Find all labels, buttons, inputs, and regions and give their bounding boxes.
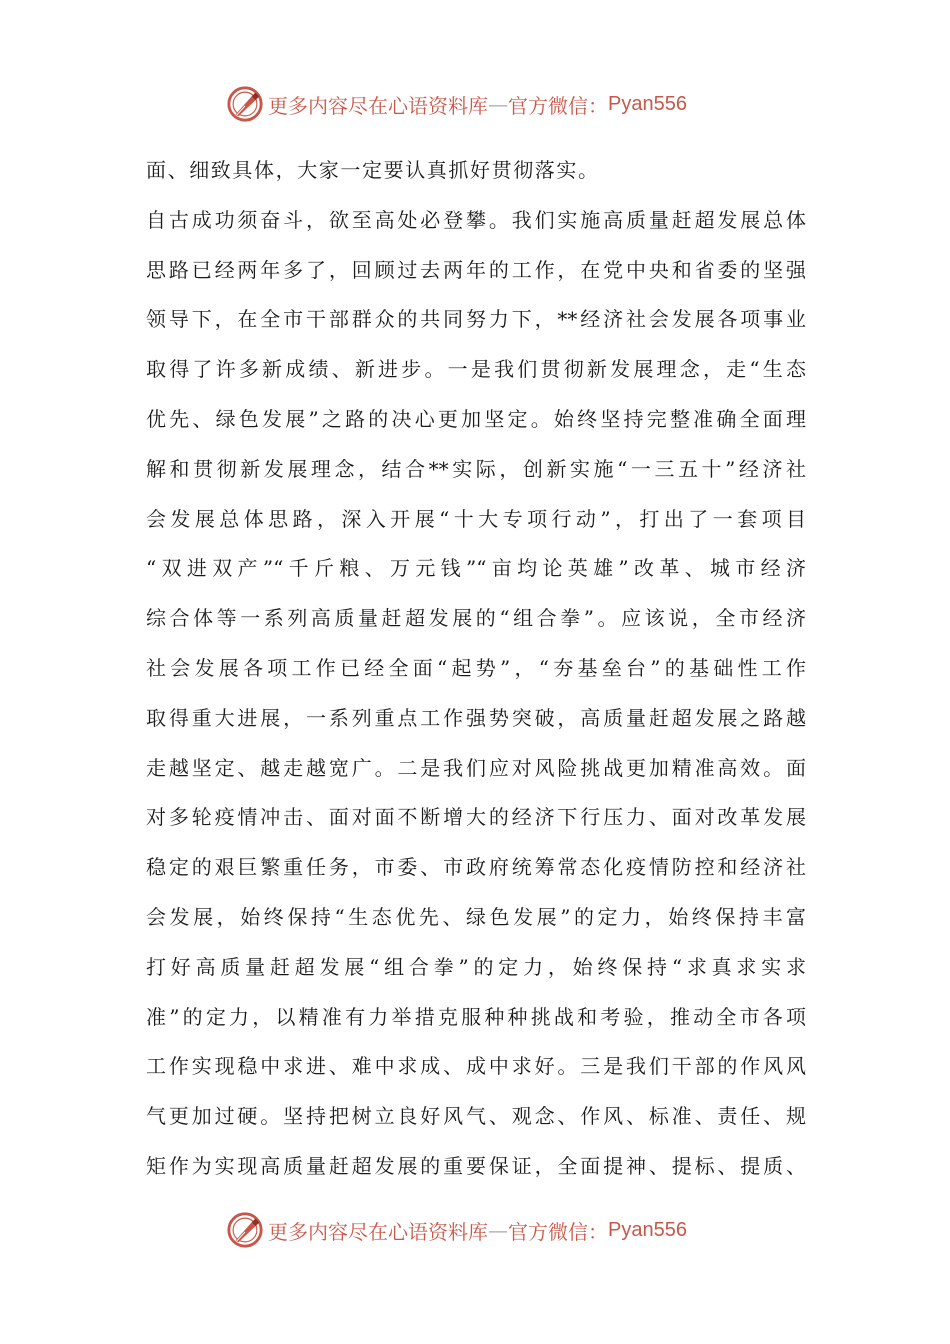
text-line: 思路已经两年多了，回顾过去两年的工作，在党中央和省委的坚强	[146, 257, 806, 282]
text-line: 社会发展各项工作已经全面“起势”，“夯基垒台”的基础性工作	[146, 655, 806, 680]
text-line: 会发展总体思路，深入开展“十大专项行动”，打出了一套项目	[146, 506, 806, 531]
text-line: 自古成功须奋斗，欲至高处必登攀。我们实施高质量赶超发展总体	[146, 207, 806, 232]
text-line: 矩作为实现高质量赶超发展的重要保证，全面提神、提标、提质、	[146, 1153, 806, 1178]
watermark-brand: 更多内容尽在心语资料库	[268, 1219, 488, 1244]
text-line: 领导下，在全市干部群众的共同努力下，**经济社会发展各项事业	[146, 307, 806, 332]
pen-nib-logo-icon	[226, 1211, 264, 1249]
text-line: “双进双产”“千斤粮、万元钱”“亩均论英雄”改革、城市经济	[146, 556, 806, 581]
text-line: 打好高质量赶超发展“组合拳”的定力，始终保持“求真求实求	[146, 954, 806, 979]
text-line: 稳定的艰巨繁重任务，市委、市政府统筹常态化疫情防控和经济社	[146, 855, 806, 880]
watermark-handle: Pyan556	[608, 1218, 687, 1241]
footer-watermark	[226, 1210, 687, 1250]
text-line: 对多轮疫情冲击、面对面不断增大的经济下行压力、面对改革发展	[146, 805, 806, 830]
pen-nib-logo-icon	[226, 85, 264, 123]
watermark-label: 官方微信：	[508, 1219, 608, 1244]
text-line: 工作实现稳中求进、难中求成、成中求好。三是我们干部的作风风	[146, 1054, 806, 1079]
text-line: 取得了许多新成绩、新进步。一是我们贯彻新发展理念，走“生态	[146, 357, 806, 382]
text-line: 解和贯彻新发展理念，结合**实际，创新实施“一三五十”经济社	[146, 456, 806, 481]
text-line: 会发展，始终保持“生态优先、绿色发展”的定力，始终保持丰富	[146, 904, 806, 929]
text-line: 综合体等一系列高质量赶超发展的“组合拳”。应该说，全市经济	[146, 606, 806, 631]
watermark-brand: 更多内容尽在心语资料库	[268, 93, 488, 118]
text-line: 走越坚定、越走越宽广。二是我们应对风险挑战更加精准高效。面	[146, 755, 806, 780]
text-line: 优先、绿色发展”之路的决心更加坚定。始终坚持完整准确全面理	[146, 406, 806, 431]
watermark-handle: Pyan556	[608, 92, 687, 115]
watermark-label: 官方微信：	[508, 93, 608, 118]
text-line: 准”的定力，以精准有力举措克服种种挑战和考验，推动全市各项	[146, 1004, 806, 1029]
header-watermark	[226, 84, 687, 124]
watermark-separator: —	[488, 1218, 508, 1242]
document-body	[146, 146, 806, 1192]
text-line: 面、细致具体，大家一定要认真抓好贯彻落实。	[146, 158, 600, 182]
watermark-separator: —	[488, 92, 508, 116]
text-line: 气更加过硬。坚持把树立良好风气、观念、作风、标准、责任、规	[146, 1104, 806, 1129]
text-line: 取得重大进展，一系列重点工作强势突破，高质量赶超发展之路越	[146, 705, 806, 730]
